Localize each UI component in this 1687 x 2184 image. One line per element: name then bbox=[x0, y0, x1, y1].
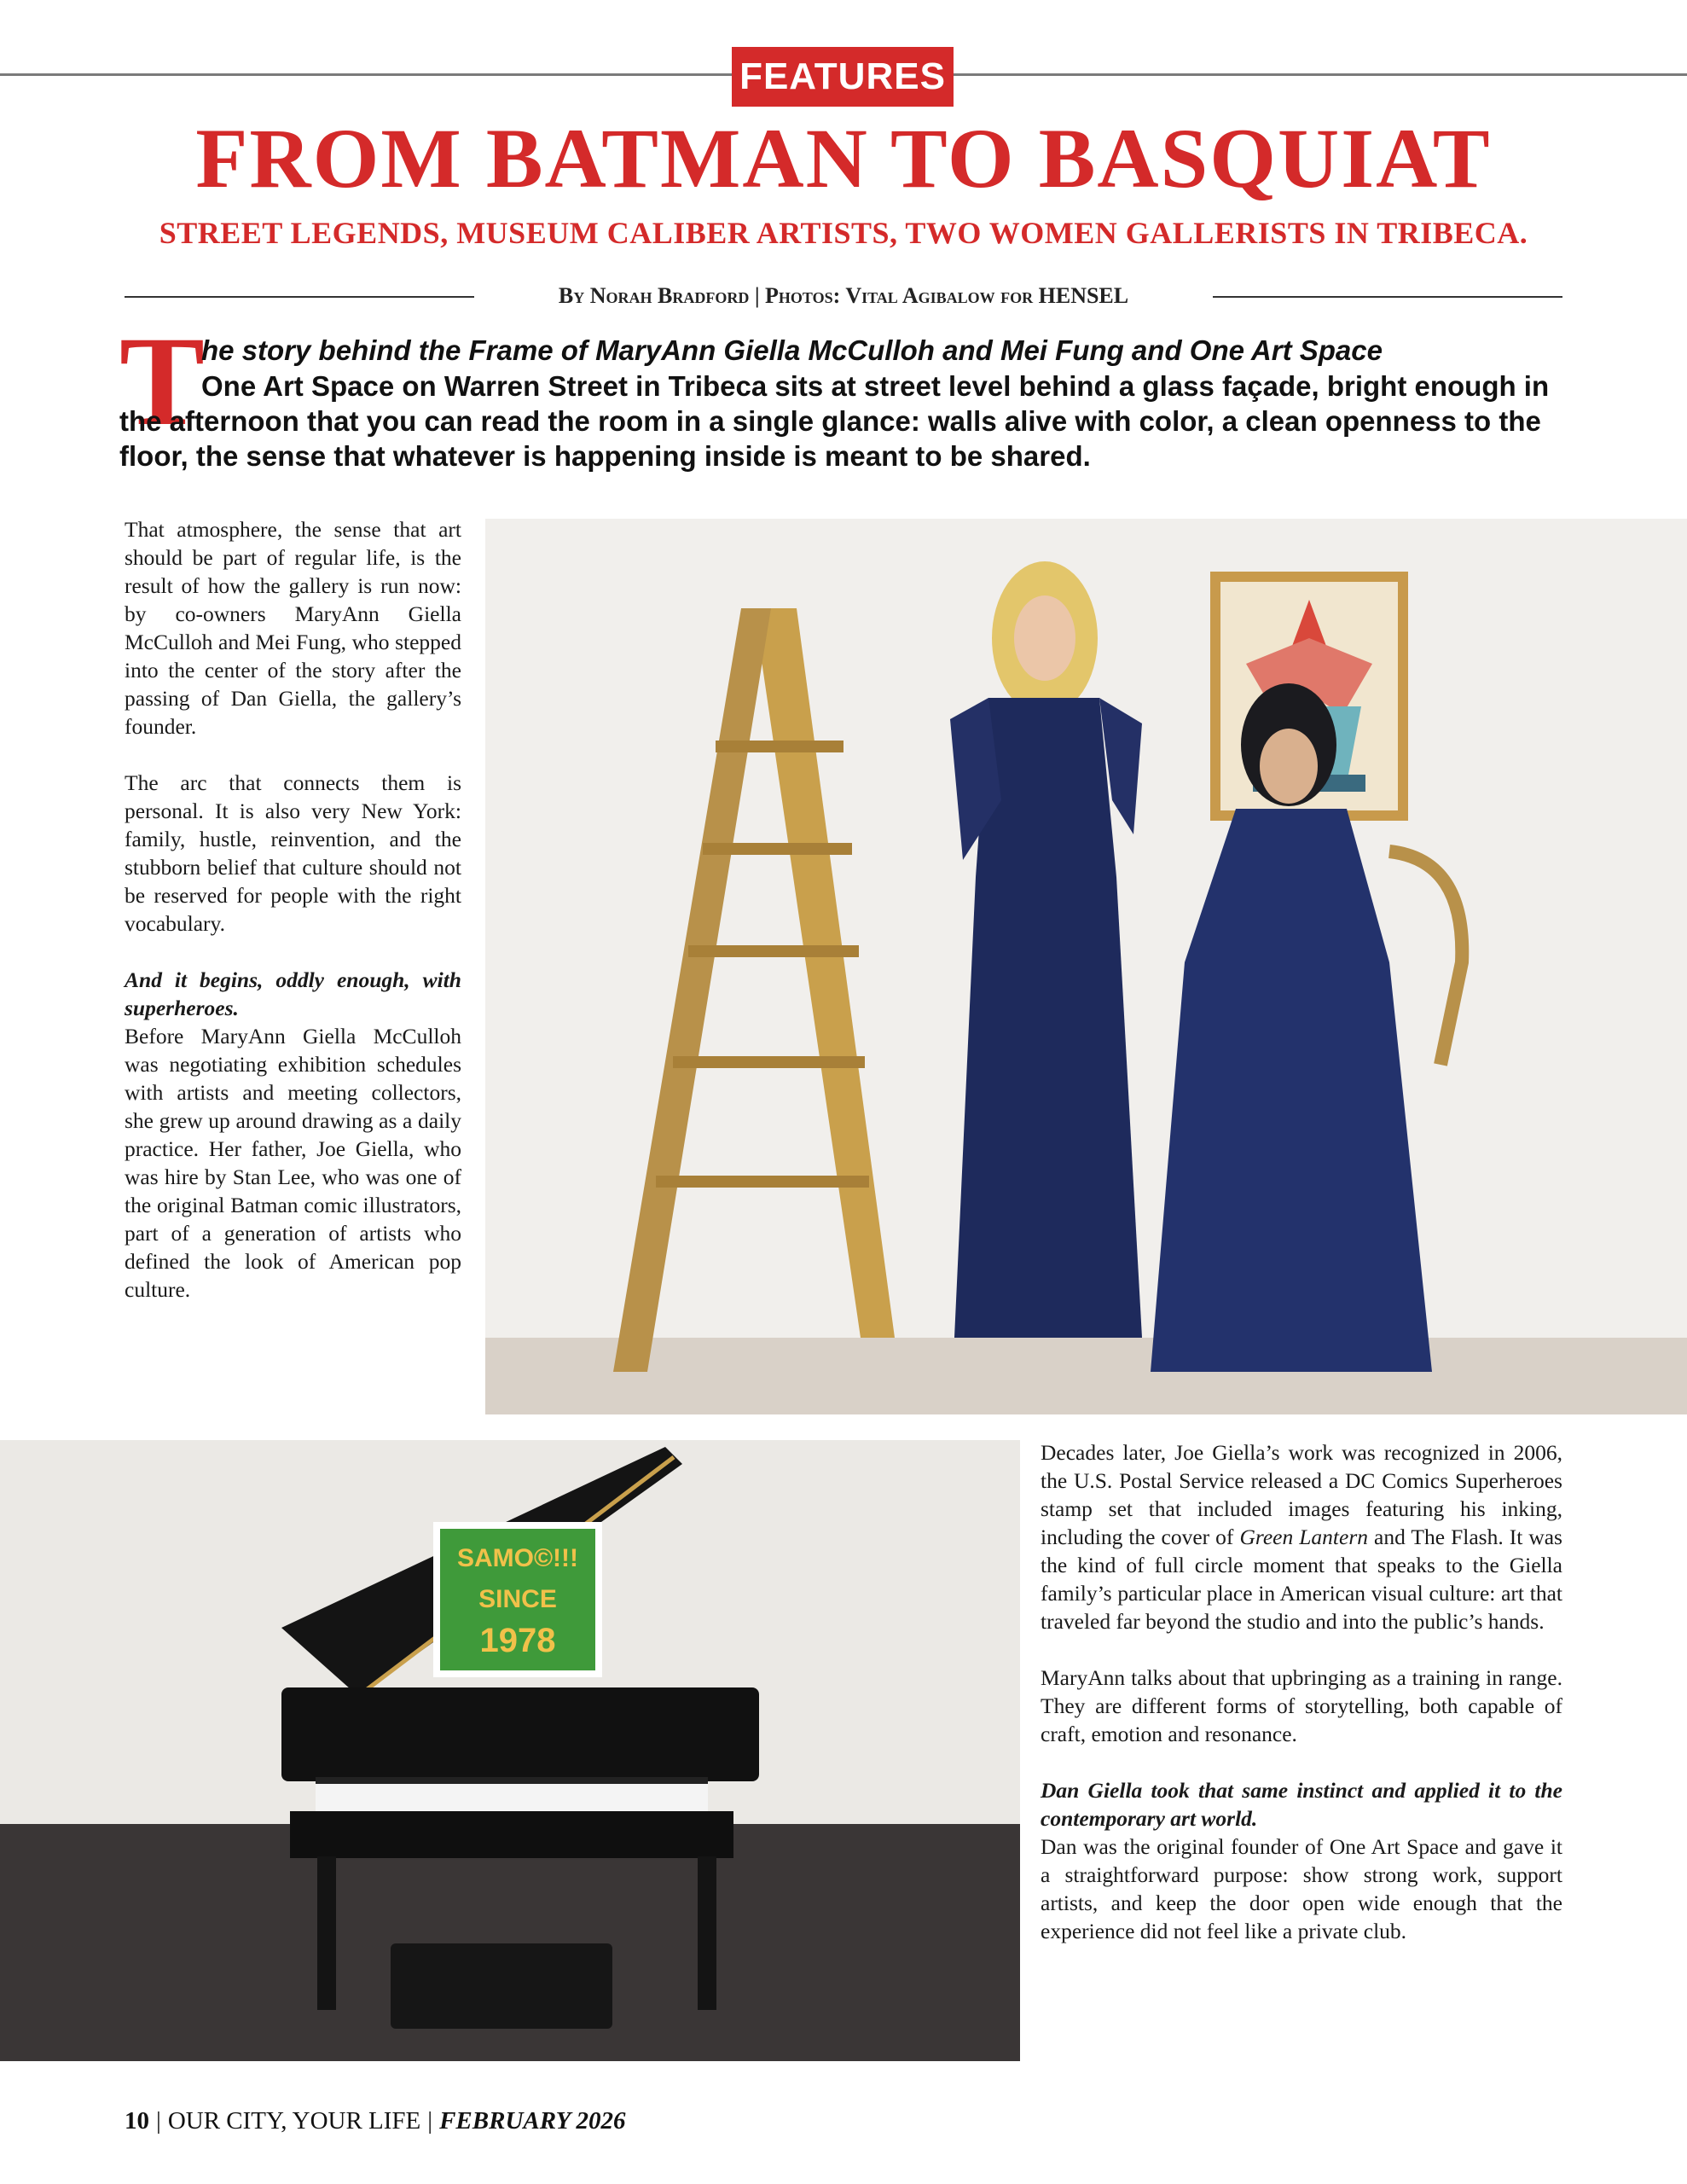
piano-illustration bbox=[0, 1440, 1020, 2061]
right-paragraph-3: Dan was the original founder of One Art Space and gave it a straightforward purpose: show strong work, support artists, and keep the door open wide enough that the experience did not feel like a private club. bbox=[1041, 1834, 1562, 1943]
page-footer bbox=[125, 2106, 625, 2136]
gallery-owners-illustration bbox=[485, 519, 1687, 1414]
right-paragraph-2: MaryAnn talks about that upbringing as a training in range. They are different forms of storytelling, both capable of craft, emotion and resonance. bbox=[1041, 1665, 1562, 1746]
section-tag: FEATURES bbox=[732, 47, 954, 107]
byline-row bbox=[125, 282, 1562, 311]
footer-separator-1: | bbox=[156, 2107, 161, 2135]
footer-separator-2: | bbox=[427, 2107, 433, 2135]
sign-line-3: 1978 bbox=[479, 1622, 556, 1659]
right-subhead: Dan Giella took that same instinct and applied it to the contemporary art world. bbox=[1041, 1778, 1562, 1831]
left-column bbox=[125, 515, 461, 1332]
sign-line-1: SAMO©!!! bbox=[456, 1544, 579, 1572]
left-subhead: And it begins, oddly enough, with superheroes. bbox=[125, 967, 461, 1020]
drop-cap: T bbox=[119, 311, 206, 452]
title-green-lantern: Green Lantern bbox=[1239, 1525, 1368, 1549]
byline-rule-right bbox=[1213, 296, 1562, 298]
byline: By Norah Bradford | Photos: Vital Agibalow for HENSEL bbox=[558, 283, 1129, 308]
issue-date: FEBRUARY 2026 bbox=[439, 2107, 626, 2135]
left-paragraph-3: Before MaryAnn Giella McCulloh was negotiating exhibition schedules with artists and meeting collectors, she grew up around drawing as a daily practice. Her father, Joe Giella, who was hire by Stan Lee, who was one of the original Batman comic illustrators, part of a generation of artists who defined the look of American pop culture. bbox=[125, 1024, 461, 1302]
subheadline: STREET LEGENDS, MUSEUM CALIBER ARTISTS, TWO WOMEN GALLERISTS IN TRIBECA. bbox=[159, 216, 1528, 250]
left-paragraph-1: That atmosphere, the sense that art should be part of regular life, is the result of how the gallery is run now: by co-owners MaryAnn Giella McCulloh and Mei Fung, who stepped into the center of the story after the passing of Dan Giella, the gallery’s founder. bbox=[125, 517, 461, 739]
piano-photo bbox=[0, 1440, 1020, 2061]
left-paragraph-2: The arc that connects them is personal. It is also very New York: family, hustle, reinvention, and the stubborn belief that culture should not be reserved for people with the right vocabulary. bbox=[125, 770, 461, 936]
intro-lead-line: he story behind the Frame of MaryAnn Giella McCulloh and Mei Fung and One Art Space bbox=[201, 334, 1383, 366]
headline: FROM BATMAN TO BASQUIAT bbox=[195, 111, 1492, 206]
right-paragraph-1: Decades later, Joe Giella’s work was recognized in 2006, the U.S. Postal Service released a DC Comics Superheroes stamp set that included images featuring his inking, including the cover of Green Lantern and The Flash. It was the kind of full circle moment that speaks to the Giella family’s particular place in American visual culture: art that traveled far beyond the studio and into the public’s hands. bbox=[1041, 1440, 1562, 1634]
gallery-owners-photo bbox=[485, 519, 1687, 1414]
page-number: 10 bbox=[125, 2107, 149, 2135]
byline-rule-left bbox=[125, 296, 474, 298]
magazine-name: OUR CITY, YOUR LIFE bbox=[167, 2107, 421, 2135]
sign-line-2: SINCE bbox=[478, 1585, 557, 1613]
right-column bbox=[1041, 1438, 1562, 1973]
intro-body: One Art Space on Warren Street in Tribeca sits at street level behind a glass façade, bright enough in the afternoon that you can read the room in a single glance: walls alive with color, a clean openness to the floor, the sense that whatever is happening inside is meant to be shared. bbox=[119, 370, 1550, 472]
